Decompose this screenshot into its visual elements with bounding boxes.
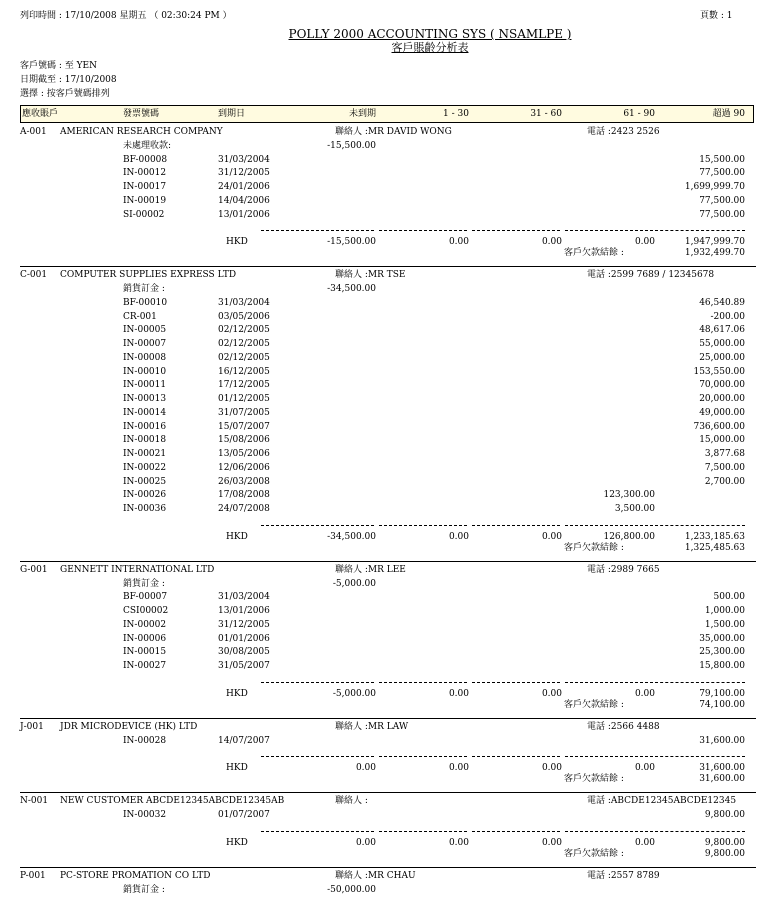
contact-person: 聯絡人 :MR LAW: [335, 721, 409, 732]
customer-code: C-001: [20, 270, 48, 281]
due-date: 01/07/2007: [218, 810, 270, 820]
customer-code: G-001: [20, 564, 48, 575]
print-time: 列印時間 : 17/10/2008 星期五 （ 02:30:24 PM ）: [20, 11, 232, 21]
total-1-30: 0.00: [448, 763, 469, 774]
amount-over-90: 25,300.00: [699, 647, 745, 658]
balance-label: 客戶欠款結餘 :: [564, 848, 624, 859]
contact-person: 聯絡人 :MR DAVID WONG: [335, 127, 452, 137]
invoice-number: IN-00032: [123, 810, 167, 820]
currency-label: HKD: [226, 688, 248, 699]
amount-over-90: 15,000.00: [699, 435, 745, 446]
total-61-90: 126,800.00: [603, 531, 655, 542]
subtotal-dash-line: [472, 525, 560, 526]
amount-over-90: 2,700.00: [704, 476, 745, 487]
due-date: 12/06/2006: [218, 462, 270, 473]
col-invoice: 發票號碼: [123, 109, 160, 119]
due-date: 26/03/2008: [218, 476, 270, 487]
due-date: 31/05/2007: [218, 661, 270, 671]
invoice-number: IN-00022: [123, 462, 167, 473]
phone-number: 電話 :2557 8789: [587, 870, 660, 881]
invoice-number: IN-00005: [123, 325, 167, 336]
balance-label: 客戶欠款結餘 :: [564, 542, 624, 553]
subtotal-dash-line: [565, 525, 653, 526]
due-date: 24/07/2008: [218, 504, 270, 514]
total-1-30: 0.00: [448, 688, 469, 699]
total-1-30: 0.00: [448, 237, 469, 248]
total-current: -5,000.00: [332, 688, 376, 699]
due-date: 03/05/2006: [218, 311, 270, 322]
amount-over-90: 48,617.06: [699, 325, 745, 336]
amount-over-90: 7,500.00: [704, 462, 745, 473]
deposit-amount: -34,500.00: [327, 284, 376, 294]
deposit-amount: -5,000.00: [332, 578, 376, 589]
total-61-90: 0.00: [634, 688, 655, 699]
page-number: 頁數 : 1: [700, 11, 733, 21]
amount-over-90: 500.00: [713, 592, 745, 603]
section-divider: [20, 561, 756, 562]
total-current: 0.00: [355, 763, 376, 774]
invoice-number: IN-00018: [123, 435, 167, 446]
customer-name: COMPUTER SUPPLIES EXPRESS LTD: [60, 270, 237, 281]
amount-over-90: 55,000.00: [699, 339, 745, 349]
customer-code: P-001: [20, 870, 46, 881]
total-current: -34,500.00: [327, 531, 376, 542]
currency-label: HKD: [226, 763, 248, 774]
due-date: 24/01/2006: [218, 182, 270, 192]
balance-label: 客戶欠款結餘 :: [564, 774, 624, 785]
total-31-60: 0.00: [541, 763, 562, 774]
total-over-90: 9,800.00: [704, 837, 745, 848]
report-subtitle: 客戶賬齡分析表: [391, 41, 469, 54]
col-over-90: 超過 90: [712, 109, 745, 119]
phone-number: 電話 :2989 7665: [587, 564, 660, 575]
col-current: 未到期: [348, 109, 376, 119]
deposit-label: 未處理收款:: [123, 140, 172, 151]
deposit-amount: -15,500.00: [327, 140, 376, 151]
invoice-number: IN-00026: [123, 490, 167, 501]
total-61-90: 0.00: [634, 837, 655, 848]
amount-over-90: 9,800.00: [704, 810, 745, 820]
section-divider: [20, 718, 756, 719]
filter-date: 日期截至 : 17/10/2008: [20, 75, 117, 85]
amount-over-90: 77,500.00: [699, 209, 745, 220]
total-over-90: 79,100.00: [699, 688, 745, 699]
due-date: 31/12/2005: [218, 619, 270, 630]
invoice-number: IN-00021: [123, 449, 167, 459]
invoice-number: BF-00007: [123, 592, 168, 603]
subtotal-dash-line: [379, 756, 467, 757]
subtotal-dash-line: [565, 682, 653, 683]
amount-over-90: 70,000.00: [699, 380, 745, 391]
total-31-60: 0.00: [541, 531, 562, 542]
invoice-number: IN-00017: [123, 182, 167, 192]
amount-over-90: 31,600.00: [699, 735, 745, 746]
subtotal-dash-line: [261, 831, 374, 832]
amount-61-90: 123,300.00: [603, 490, 655, 501]
subtotal-dash-line: [472, 682, 560, 683]
deposit-label: 銷貨訂金 :: [123, 884, 165, 895]
subtotal-dash-line: [565, 831, 653, 832]
balance-label: 客戶欠款結餘 :: [564, 699, 624, 710]
customer-balance: 1,932,499.70: [684, 248, 745, 259]
invoice-number: IN-00028: [123, 735, 167, 746]
amount-over-90: 49,000.00: [699, 407, 745, 418]
due-date: 13/01/2006: [218, 209, 270, 220]
amount-61-90: 3,500.00: [614, 504, 655, 514]
contact-person: 聯絡人 :MR TSE: [335, 270, 406, 281]
amount-over-90: 3,877.68: [704, 449, 745, 459]
contact-person: 聯絡人 :: [335, 796, 368, 807]
customer-balance: 9,800.00: [704, 848, 745, 859]
due-date: 31/12/2005: [218, 168, 270, 179]
invoice-number: IN-00002: [123, 619, 167, 630]
invoice-number: IN-00016: [123, 421, 167, 432]
amount-over-90: 77,500.00: [699, 168, 745, 179]
customer-code: J-001: [20, 721, 44, 732]
col-31-60: 31 - 60: [530, 109, 562, 119]
invoice-number: IN-00010: [123, 366, 167, 377]
col-due-date: 到期日: [218, 109, 246, 119]
amount-over-90: 35,000.00: [699, 633, 745, 644]
section-divider: [20, 792, 756, 793]
invoice-number: IN-00006: [123, 633, 167, 644]
subtotal-dash-line: [379, 525, 467, 526]
subtotal-dash-line: [379, 682, 467, 683]
amount-over-90: 25,000.00: [699, 352, 745, 363]
due-date: 13/05/2006: [218, 449, 270, 459]
contact-person: 聯絡人 :MR CHAU: [335, 870, 416, 881]
section-divider: [20, 266, 756, 267]
contact-person: 聯絡人 :MR LEE: [335, 564, 406, 575]
customer-balance: 74,100.00: [699, 699, 745, 710]
invoice-number: IN-00014: [123, 407, 167, 418]
subtotal-dash-line: [261, 756, 374, 757]
subtotal-dash-line: [655, 756, 745, 757]
customer-name: GENNETT INTERNATIONAL LTD: [60, 564, 215, 575]
total-61-90: 0.00: [634, 237, 655, 248]
total-31-60: 0.00: [541, 688, 562, 699]
due-date: 02/12/2005: [218, 325, 270, 336]
total-current: -15,500.00: [327, 237, 376, 248]
invoice-number: IN-00025: [123, 476, 167, 487]
subtotal-dash-line: [655, 682, 745, 683]
due-date: 15/08/2006: [218, 435, 270, 446]
customer-balance: 1,325,485.63: [684, 542, 745, 553]
invoice-number: BF-00010: [123, 297, 168, 308]
subtotal-dash-line: [261, 525, 374, 526]
subtotal-dash-line: [379, 230, 467, 231]
due-date: 31/03/2004: [218, 297, 270, 308]
subtotal-dash-line: [472, 756, 560, 757]
col-61-90: 61 - 90: [623, 109, 655, 119]
invoice-number: IN-00027: [123, 661, 167, 671]
invoice-number: IN-00011: [123, 380, 167, 391]
due-date: 17/12/2005: [218, 380, 270, 391]
total-1-30: 0.00: [448, 837, 469, 848]
subtotal-dash-line: [655, 525, 745, 526]
invoice-number: IN-00012: [123, 168, 167, 179]
customer-code: A-001: [20, 127, 47, 137]
due-date: 31/03/2004: [218, 154, 270, 165]
customer-balance: 31,600.00: [699, 774, 745, 785]
amount-over-90: 1,500.00: [704, 619, 745, 630]
total-over-90: 1,947,999.70: [684, 237, 745, 248]
total-over-90: 31,600.00: [699, 763, 745, 774]
invoice-number: BF-00008: [123, 154, 168, 165]
currency-label: HKD: [226, 237, 248, 248]
amount-over-90: -200.00: [710, 311, 745, 322]
currency-label: HKD: [226, 837, 248, 848]
amount-over-90: 20,000.00: [699, 394, 745, 404]
subtotal-dash-line: [655, 230, 745, 231]
subtotal-dash-line: [261, 682, 374, 683]
invoice-number: IN-00036: [123, 504, 167, 514]
phone-number: 電話 :2599 7689 / 12345678: [587, 270, 715, 281]
invoice-number: IN-00013: [123, 394, 167, 404]
currency-label: HKD: [226, 531, 248, 542]
filter-sort: 選擇 : 按客戶號碼排列: [20, 89, 110, 99]
balance-label: 客戶欠款結餘 :: [564, 248, 624, 259]
subtotal-dash-line: [565, 756, 653, 757]
due-date: 02/12/2005: [218, 352, 270, 363]
due-date: 02/12/2005: [218, 339, 270, 349]
subtotal-dash-line: [379, 831, 467, 832]
customer-code: N-001: [20, 796, 49, 807]
amount-over-90: 15,500.00: [699, 154, 745, 165]
amount-over-90: 736,600.00: [693, 421, 745, 432]
deposit-label: 銷貨訂金 :: [123, 578, 165, 589]
subtotal-dash-line: [472, 831, 560, 832]
due-date: 16/12/2005: [218, 366, 270, 377]
due-date: 31/07/2005: [218, 407, 270, 418]
due-date: 30/08/2005: [218, 647, 270, 658]
invoice-number: SI-00002: [123, 209, 165, 220]
amount-over-90: 46,540.89: [699, 297, 745, 308]
invoice-number: CSI00002: [123, 606, 169, 616]
report-title: POLLY 2000 ACCOUNTING SYS ( NSAMLPE ): [288, 27, 572, 41]
customer-name: JDR MICRODEVICE (HK) LTD: [60, 721, 198, 732]
amount-over-90: 77,500.00: [699, 195, 745, 206]
deposit-amount: -50,000.00: [327, 884, 376, 895]
due-date: 31/03/2004: [218, 592, 270, 603]
customer-name: NEW CUSTOMER ABCDE12345ABCDE12345AB: [60, 796, 285, 807]
subtotal-dash-line: [472, 230, 560, 231]
invoice-number: IN-00008: [123, 352, 167, 363]
col-1-30: 1 - 30: [443, 109, 469, 119]
filter-customer: 客戶號碼 : 至 YEN: [20, 61, 98, 71]
due-date: 14/07/2007: [218, 735, 270, 746]
amount-over-90: 1,699,999.70: [684, 182, 745, 192]
total-31-60: 0.00: [541, 237, 562, 248]
total-61-90: 0.00: [634, 763, 655, 774]
due-date: 14/04/2006: [218, 195, 270, 206]
due-date: 01/12/2005: [218, 394, 270, 404]
due-date: 17/08/2008: [218, 490, 270, 501]
section-divider: [20, 867, 756, 868]
subtotal-dash-line: [565, 230, 653, 231]
amount-over-90: 1,000.00: [704, 606, 745, 616]
invoice-number: IN-00007: [123, 339, 167, 349]
total-31-60: 0.00: [541, 837, 562, 848]
invoice-number: IN-00019: [123, 195, 167, 206]
customer-name: AMERICAN RESEARCH COMPANY: [60, 127, 223, 137]
invoice-number: CR-001: [123, 311, 157, 322]
due-date: 13/01/2006: [218, 606, 270, 616]
deposit-label: 銷貨訂金 :: [123, 284, 165, 294]
total-current: 0.00: [355, 837, 376, 848]
total-over-90: 1,233,185.63: [684, 531, 745, 542]
amount-over-90: 15,800.00: [699, 661, 745, 671]
due-date: 15/07/2007: [218, 421, 270, 432]
phone-number: 電話 :2566 4488: [587, 721, 660, 732]
amount-over-90: 153,550.00: [693, 366, 745, 377]
due-date: 01/01/2006: [218, 633, 270, 644]
customer-name: PC-STORE PROMATION CO LTD: [60, 870, 211, 881]
total-1-30: 0.00: [448, 531, 469, 542]
phone-number: 電話 :2423 2526: [587, 127, 660, 137]
subtotal-dash-line: [261, 230, 374, 231]
phone-number: 電話 :ABCDE12345ABCDE12345: [587, 796, 737, 807]
subtotal-dash-line: [655, 831, 745, 832]
col-account: 應收賬戶: [22, 109, 59, 119]
invoice-number: IN-00015: [123, 647, 167, 658]
